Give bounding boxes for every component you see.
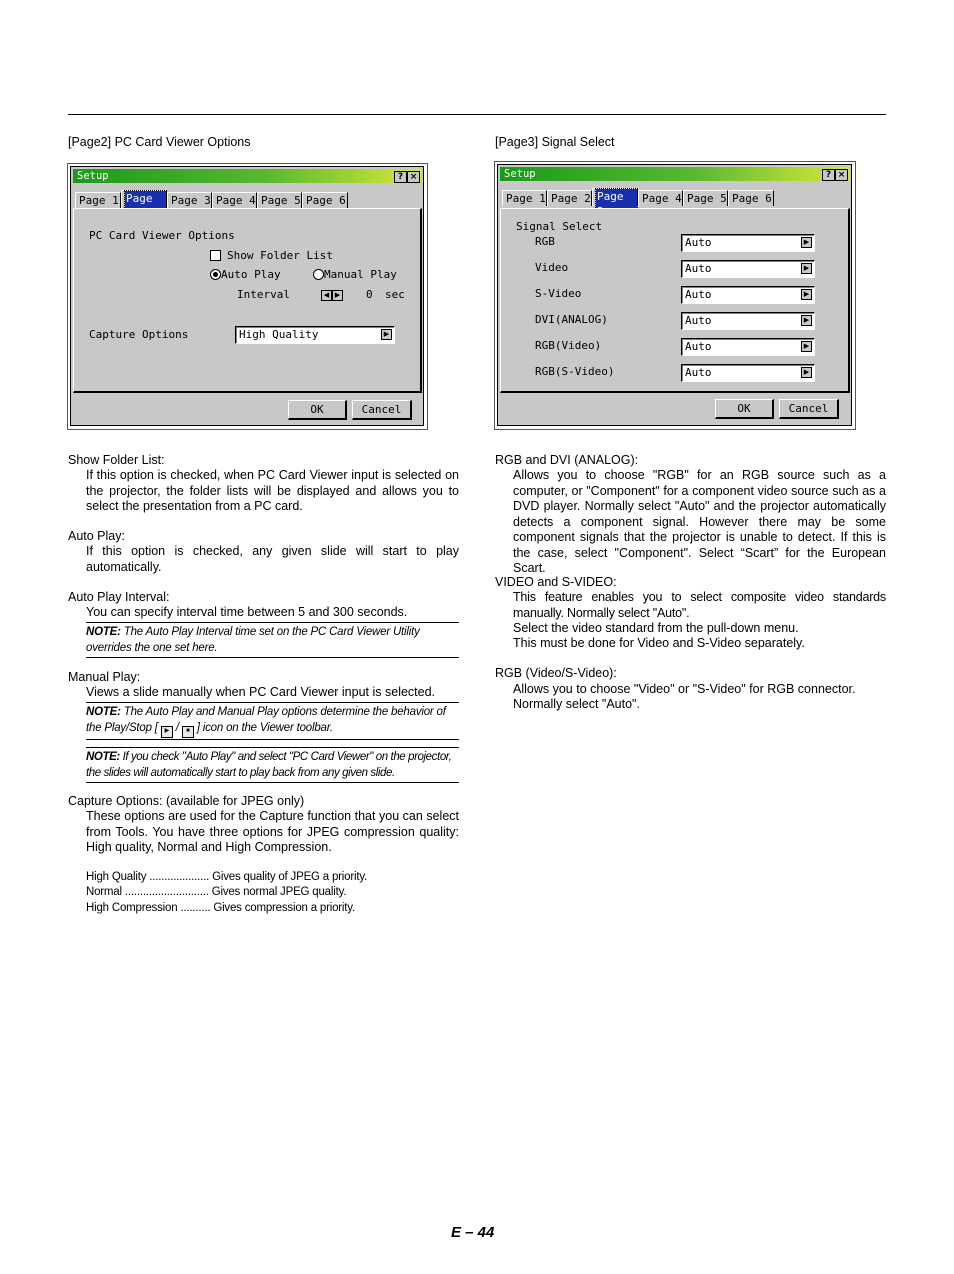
tab-panel: [500, 208, 850, 393]
capture-heading: Capture Options: (available for JPEG only): [68, 794, 305, 808]
cancel-button[interactable]: Cancel: [779, 399, 839, 419]
note-label: NOTE:: [86, 706, 121, 718]
select-value: Auto: [685, 288, 712, 301]
note-text: The Auto Play Interval time set on the PC Card Viewer Utility overrides the one set here.: [86, 626, 420, 654]
auto-play-radio[interactable]: [210, 269, 221, 280]
select-rgb[interactable]: [681, 234, 815, 252]
dropdown-arrow-icon[interactable]: ▶: [381, 329, 392, 340]
title-bar: [500, 167, 849, 181]
capture-value: High Quality: [239, 328, 319, 341]
video-body-1: This feature enables you to select composite video standards manually. Normally select "Auto".: [513, 590, 886, 620]
tab-page-2[interactable]: Page: [121, 190, 167, 208]
select-value: Auto: [685, 314, 712, 327]
show-folder-checkbox[interactable]: [210, 250, 221, 261]
section-title: Signal Select: [516, 220, 603, 233]
tab-page-6[interactable]: Page 6: [302, 192, 348, 208]
quality-row-compression: High Compression .......... Gives compression a priority.: [86, 902, 355, 914]
quality-row-high: High Quality .................... Gives quality of JPEG a priority.: [86, 871, 368, 883]
rgb-video-body-1: Allows you to choose "Video" or "S-Video" for RGB connector.: [513, 682, 856, 696]
dropdown-arrow-icon[interactable]: ▶: [801, 289, 812, 300]
tab-page-5[interactable]: Page 5: [257, 192, 302, 208]
cancel-button[interactable]: Cancel: [352, 400, 412, 420]
caption-page2: [Page2] PC Card Viewer Options: [68, 135, 251, 149]
rgb-video-body-2: Normally select "Auto".: [513, 697, 640, 711]
section-title: PC Card Viewer Options: [89, 229, 235, 242]
capture-select[interactable]: [235, 326, 395, 344]
close-button[interactable]: ×: [407, 171, 420, 183]
ok-button[interactable]: OK: [288, 400, 347, 420]
quality-row-normal: Normal ............................ Gives normal JPEG quality.: [86, 886, 347, 898]
dropdown-arrow-icon[interactable]: ▶: [801, 237, 812, 248]
dialog-title: Setup: [77, 170, 109, 182]
close-button[interactable]: ×: [835, 169, 848, 181]
note-label: NOTE:: [86, 751, 120, 763]
arrow-right-icon[interactable]: ▶: [332, 290, 343, 301]
tab-panel: [73, 208, 422, 393]
capture-label: Capture Options: [89, 328, 189, 341]
tab-page-6[interactable]: Page 6: [728, 190, 774, 206]
interval-body: You can specify interval time between 5 and 300 seconds.: [86, 605, 408, 619]
row-label-video: Video: [535, 261, 569, 274]
page-number: E – 44: [451, 1224, 495, 1241]
rgb-dvi-body: Allows you to choose "RGB" for an RGB source such as a computer, or "Component" for a component video source such as a DVD player. Normally select "Auto" and the projector automatically detects a component signal. However there may be some component signals that the projector is unable to detect. If this is the case, select "Component". Select “Scart” for the European Scart.: [513, 468, 886, 575]
select-value: Auto: [685, 366, 712, 379]
auto-play-body: If this option is checked, any given slide will start to play automatically.: [86, 544, 459, 574]
dropdown-arrow-icon[interactable]: ▶: [801, 367, 812, 378]
note-label: NOTE:: [86, 626, 121, 638]
manual-play-body: Views a slide manually when PC Card Viewer input is selected.: [86, 685, 436, 699]
auto-play-label: Auto Play: [221, 268, 281, 281]
row-label-rgb-s-video: RGB(S-Video): [535, 365, 615, 378]
note-text: ] icon on the Viewer toolbar.: [193, 722, 333, 734]
note-interval: [86, 622, 459, 658]
select-dvi-analog[interactable]: [681, 312, 815, 330]
select-s-video[interactable]: [681, 286, 815, 304]
setup-dialog-page2: [70, 166, 424, 426]
note-text: If you check "Auto Play" and select "PC Card Viewer" on the projector, the slides will automatically start to play back from any given slide.: [86, 751, 452, 779]
help-button[interactable]: ?: [394, 171, 407, 183]
select-value: Auto: [685, 236, 712, 249]
note-play-stop: [86, 702, 459, 740]
tab-page-4[interactable]: Page 4: [212, 192, 257, 208]
arrow-left-icon[interactable]: ◀: [321, 290, 332, 301]
video-body-3: This must be done for Video and S-Video separately.: [513, 636, 805, 650]
video-body-2: Select the video standard from the pull-down menu.: [513, 621, 799, 635]
tab-page-4[interactable]: Page 4: [638, 190, 683, 206]
interval-value: 0: [366, 288, 373, 301]
manual-play-radio[interactable]: [313, 269, 324, 280]
note-auto-play: [86, 747, 459, 783]
rgb-video-heading: RGB (Video/S-Video):: [495, 666, 617, 680]
help-button[interactable]: ?: [822, 169, 835, 181]
note-text: The Auto Play and Manual Play options determine the behavior of the Play/Stop [: [86, 706, 446, 734]
tab-page-5[interactable]: Page 5: [683, 190, 728, 206]
stop-icon: ■: [182, 726, 194, 738]
ok-button[interactable]: OK: [715, 399, 774, 419]
video-heading: VIDEO and S-VIDEO:: [495, 575, 617, 589]
dropdown-arrow-icon[interactable]: ▶: [801, 341, 812, 352]
auto-play-heading: Auto Play:: [68, 529, 125, 543]
tab-page-1[interactable]: Page 1: [75, 192, 121, 208]
dropdown-arrow-icon[interactable]: ▶: [801, 263, 812, 274]
caption-page3: [Page3] Signal Select: [495, 135, 615, 149]
row-label-s-video: S-Video: [535, 287, 582, 300]
select-value: Auto: [685, 262, 712, 275]
row-label-rgb: RGB: [535, 235, 555, 248]
manual-play-label: Manual Play: [324, 268, 397, 281]
header-rule: [68, 114, 886, 115]
dialog-title: Setup: [504, 168, 536, 180]
rgb-dvi-heading: RGB and DVI (ANALOG):: [495, 453, 639, 467]
interval-spinner[interactable]: [321, 290, 343, 302]
tab-page-2[interactable]: Page 2: [547, 190, 592, 206]
show-folder-heading: Show Folder List:: [68, 453, 165, 467]
select-rgb-s-video[interactable]: [681, 364, 815, 382]
play-icon: ▶: [161, 726, 173, 738]
note-text: /: [172, 722, 182, 734]
manual-play-heading: Manual Play:: [68, 670, 141, 684]
select-rgb-video[interactable]: [681, 338, 815, 356]
interval-heading: Auto Play Interval:: [68, 590, 170, 604]
capture-body: These options are used for the Capture function that you can select from Tools. You have three options for JPEG compression quality: High quality, Normal and High Compression.: [86, 809, 459, 854]
select-value: Auto: [685, 340, 712, 353]
tab-page-1[interactable]: Page 1: [502, 190, 547, 206]
tab-page-3[interactable]: Page: [592, 188, 638, 206]
dropdown-arrow-icon[interactable]: ▶: [801, 315, 812, 326]
tab-page-3[interactable]: Page 3: [167, 192, 212, 208]
interval-label: Interval: [237, 288, 290, 301]
interval-unit: sec: [385, 288, 405, 301]
title-bar: [73, 169, 421, 183]
show-folder-label: Show Folder List: [227, 249, 333, 262]
show-folder-body: If this option is checked, when PC Card Viewer input is selected on the projector, the folder lists will be displayed and allows you to select the presentation from a PC card.: [86, 468, 459, 513]
setup-dialog-page3: [497, 164, 852, 426]
row-label-dvi-analog: DVI(ANALOG): [535, 313, 608, 326]
row-label-rgb-video: RGB(Video): [535, 339, 602, 352]
select-video[interactable]: [681, 260, 815, 278]
